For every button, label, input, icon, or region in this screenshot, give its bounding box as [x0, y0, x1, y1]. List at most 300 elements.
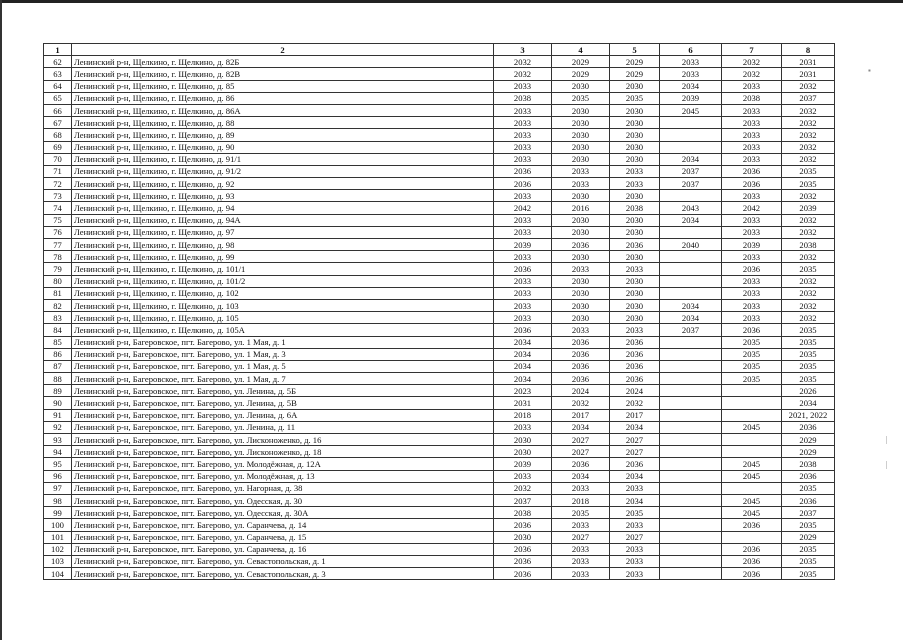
cell-col-8: 2035: [782, 373, 835, 385]
cell-col-7: 2033: [722, 80, 782, 92]
table-row: [44, 117, 835, 129]
cell-col-7: 2036: [722, 555, 782, 567]
cell-col-8: 2035: [782, 482, 835, 494]
cell-row-number: 85: [44, 336, 72, 348]
cell-address: Ленинский р-н, Багеровское, пгт. Багерово, ул. Саранчева, д. 14: [72, 519, 494, 531]
cell-col-6: [660, 470, 722, 482]
cell-row-number: 91: [44, 409, 72, 421]
cell-address: Ленинский р-н, Багеровское, пгт. Багерово, ул. Ленина, д. 6А: [72, 409, 494, 421]
cell-col-3: 2033: [494, 421, 552, 433]
cell-col-3: 2032: [494, 482, 552, 494]
cell-address: Ленинский р-н, Щелкино, г. Щелкино, д. 97: [72, 226, 494, 238]
cell-col-8: 2032: [782, 214, 835, 226]
cell-col-7: 2036: [722, 568, 782, 580]
cell-col-3: 2033: [494, 190, 552, 202]
cell-row-number: 95: [44, 458, 72, 470]
cell-address: Ленинский р-н, Щелкино, г. Щелкино, д. 89: [72, 129, 494, 141]
table-row: [44, 482, 835, 494]
cell-address: Ленинский р-н, Щелкино, г. Щелкино, д. 91/2: [72, 165, 494, 177]
cell-col-5: 2033: [610, 555, 660, 567]
cell-col-8: 2036: [782, 470, 835, 482]
cell-col-4: 2036: [552, 373, 610, 385]
cell-col-3: 2042: [494, 202, 552, 214]
cell-address: Ленинский р-н, Багеровское, пгт. Багерово, ул. Нагорная, д. 38: [72, 482, 494, 494]
table-row: [44, 421, 835, 433]
table-row: [44, 360, 835, 372]
scan-edge-left: [0, 0, 2, 640]
cell-col-6: [660, 555, 722, 567]
cell-col-7: 2036: [722, 165, 782, 177]
cell-col-8: 2035: [782, 348, 835, 360]
cell-address: Ленинский р-н, Щелкино, г. Щелкино, д. 99: [72, 251, 494, 263]
cell-row-number: 93: [44, 434, 72, 446]
cell-col-3: 2039: [494, 239, 552, 251]
cell-address: Ленинский р-н, Щелкино, г. Щелкино, д. 98: [72, 239, 494, 251]
cell-col-3: 2034: [494, 348, 552, 360]
cell-col-4: 2030: [552, 214, 610, 226]
header-cell-4: 4: [552, 44, 610, 56]
cell-col-4: 2030: [552, 129, 610, 141]
cell-col-6: 2033: [660, 56, 722, 68]
cell-col-8: 2032: [782, 129, 835, 141]
cell-row-number: 89: [44, 385, 72, 397]
cell-address: Ленинский р-н, Щелкино, г. Щелкино, д. 82Б: [72, 56, 494, 68]
cell-col-7: 2045: [722, 494, 782, 506]
cell-col-6: [660, 494, 722, 506]
cell-col-3: 2033: [494, 129, 552, 141]
table-row: [44, 239, 835, 251]
cell-col-4: 2036: [552, 348, 610, 360]
cell-row-number: 72: [44, 178, 72, 190]
header-cell-8: 8: [782, 44, 835, 56]
cell-col-5: 2030: [610, 104, 660, 116]
cell-address: Ленинский р-н, Щелкино, г. Щелкино, д. 85: [72, 80, 494, 92]
cell-col-7: 2036: [722, 543, 782, 555]
cell-col-5: 2035: [610, 507, 660, 519]
table-row: [44, 165, 835, 177]
cell-col-4: 2030: [552, 287, 610, 299]
cell-row-number: 99: [44, 507, 72, 519]
cell-col-7: 2036: [722, 178, 782, 190]
cell-address: Ленинский р-н, Багеровское, пгт. Багерово, ул. 1 Мая, д. 5: [72, 360, 494, 372]
cell-row-number: 77: [44, 239, 72, 251]
cell-col-5: 2030: [610, 80, 660, 92]
cell-col-5: 2030: [610, 141, 660, 153]
cell-col-5: 2030: [610, 287, 660, 299]
table-row: [44, 104, 835, 116]
cell-col-4: 2030: [552, 141, 610, 153]
cell-col-4: 2027: [552, 531, 610, 543]
cell-col-3: 2033: [494, 226, 552, 238]
table-row: [44, 275, 835, 287]
table-header-row: [44, 44, 835, 56]
cell-col-4: 2033: [552, 178, 610, 190]
cell-address: Ленинский р-н, Багеровское, пгт. Багерово, ул. Ленина, д. 5В: [72, 397, 494, 409]
cell-col-5: 2030: [610, 226, 660, 238]
cell-col-6: [660, 421, 722, 433]
cell-col-8: 2032: [782, 299, 835, 311]
table-row: [44, 190, 835, 202]
cell-col-6: [660, 226, 722, 238]
table-row: [44, 153, 835, 165]
cell-col-3: 2033: [494, 214, 552, 226]
cell-row-number: 94: [44, 446, 72, 458]
cell-col-7: 2033: [722, 129, 782, 141]
header-cell-6: 6: [660, 44, 722, 56]
cell-row-number: 69: [44, 141, 72, 153]
cell-col-6: 2045: [660, 104, 722, 116]
cell-address: Ленинский р-н, Багеровское, пгт. Багерово, ул. Ленина, д. 11: [72, 421, 494, 433]
cell-col-4: 2033: [552, 482, 610, 494]
cell-row-number: 88: [44, 373, 72, 385]
cell-col-8: 2036: [782, 421, 835, 433]
cell-col-3: 2036: [494, 178, 552, 190]
table-row: [44, 470, 835, 482]
cell-col-8: 2032: [782, 251, 835, 263]
cell-col-6: [660, 263, 722, 275]
cell-col-8: 2032: [782, 117, 835, 129]
cell-col-6: [660, 275, 722, 287]
cell-row-number: 66: [44, 104, 72, 116]
cell-address: Ленинский р-н, Багеровское, пгт. Багерово, ул. Лисконоженко, д. 16: [72, 434, 494, 446]
cell-col-6: 2033: [660, 68, 722, 80]
cell-col-5: 2036: [610, 458, 660, 470]
cell-col-6: [660, 409, 722, 421]
cell-col-3: 2030: [494, 434, 552, 446]
cell-col-7: 2035: [722, 348, 782, 360]
cell-col-8: 2035: [782, 263, 835, 275]
cell-row-number: 102: [44, 543, 72, 555]
cell-col-5: 2024: [610, 385, 660, 397]
cell-col-3: 2039: [494, 458, 552, 470]
cell-col-3: 2033: [494, 275, 552, 287]
cell-col-6: [660, 458, 722, 470]
cell-col-8: 2035: [782, 178, 835, 190]
cell-col-4: 2030: [552, 299, 610, 311]
cell-col-6: [660, 519, 722, 531]
cell-col-4: 2035: [552, 507, 610, 519]
cell-col-3: 2033: [494, 153, 552, 165]
table-row: [44, 373, 835, 385]
cell-col-7: 2042: [722, 202, 782, 214]
cell-address: Ленинский р-н, Щелкино, г. Щелкино, д. 102: [72, 287, 494, 299]
cell-col-7: 2033: [722, 312, 782, 324]
table-row: [44, 568, 835, 580]
cell-col-6: [660, 190, 722, 202]
cell-row-number: 64: [44, 80, 72, 92]
cell-address: Ленинский р-н, Щелкино, г. Щелкино, д. 82В: [72, 68, 494, 80]
cell-col-5: 2038: [610, 202, 660, 214]
cell-col-3: 2023: [494, 385, 552, 397]
cell-col-5: 2029: [610, 56, 660, 68]
cell-col-6: [660, 507, 722, 519]
cell-col-3: 2037: [494, 494, 552, 506]
cell-col-3: 2033: [494, 251, 552, 263]
cell-col-6: [660, 360, 722, 372]
cell-col-8: 2032: [782, 153, 835, 165]
cell-address: Ленинский р-н, Багеровское, пгт. Багерово, ул. 1 Мая, д. 3: [72, 348, 494, 360]
cell-address: Ленинский р-н, Багеровское, пгт. Багерово, ул. 1 Мая, д. 7: [72, 373, 494, 385]
cell-col-5: 2033: [610, 543, 660, 555]
cell-address: Ленинский р-н, Багеровское, пгт. Багерово, ул. Севастопольская, д. 1: [72, 555, 494, 567]
cell-col-5: 2030: [610, 275, 660, 287]
cell-address: Ленинский р-н, Щелкино, г. Щелкино, д. 94А: [72, 214, 494, 226]
cell-col-4: 2030: [552, 80, 610, 92]
table-row: [44, 397, 835, 409]
cell-col-7: 2033: [722, 153, 782, 165]
cell-col-7: 2036: [722, 324, 782, 336]
cell-col-6: 2037: [660, 324, 722, 336]
cell-col-4: 2036: [552, 458, 610, 470]
table-row: [44, 385, 835, 397]
cell-col-5: 2036: [610, 373, 660, 385]
cell-col-8: 2029: [782, 531, 835, 543]
cell-col-4: 2036: [552, 336, 610, 348]
cell-col-6: [660, 117, 722, 129]
cell-col-4: 2030: [552, 153, 610, 165]
cell-row-number: 92: [44, 421, 72, 433]
cell-col-8: 2031: [782, 68, 835, 80]
cell-address: Ленинский р-н, Багеровское, пгт. Багерово, ул. Одесская, д. 30А: [72, 507, 494, 519]
cell-col-3: 2036: [494, 263, 552, 275]
cell-row-number: 71: [44, 165, 72, 177]
cell-col-3: 2034: [494, 373, 552, 385]
cell-col-3: 2031: [494, 397, 552, 409]
cell-col-5: 2033: [610, 178, 660, 190]
cell-col-6: [660, 287, 722, 299]
scan-speck: |: [886, 435, 888, 444]
table-row: [44, 299, 835, 311]
cell-col-5: 2033: [610, 263, 660, 275]
cell-col-7: 2035: [722, 373, 782, 385]
table-row: [44, 543, 835, 555]
cell-col-7: 2045: [722, 470, 782, 482]
cell-col-3: 2033: [494, 287, 552, 299]
cell-col-5: 2033: [610, 519, 660, 531]
cell-col-4: 2030: [552, 104, 610, 116]
cell-col-5: 2030: [610, 129, 660, 141]
cell-col-4: 2027: [552, 434, 610, 446]
cell-col-7: 2033: [722, 214, 782, 226]
cell-row-number: 100: [44, 519, 72, 531]
cell-col-5: 2033: [610, 324, 660, 336]
cell-col-7: 2033: [722, 117, 782, 129]
cell-row-number: 63: [44, 68, 72, 80]
cell-col-5: 2034: [610, 421, 660, 433]
cell-col-4: 2035: [552, 92, 610, 104]
cell-col-8: 2026: [782, 385, 835, 397]
cell-address: Ленинский р-н, Щелкино, г. Щелкино, д. 86: [72, 92, 494, 104]
cell-col-7: 2033: [722, 251, 782, 263]
cell-col-8: 2032: [782, 226, 835, 238]
cell-col-3: 2036: [494, 165, 552, 177]
cell-col-5: 2017: [610, 409, 660, 421]
cell-row-number: 82: [44, 299, 72, 311]
cell-row-number: 98: [44, 494, 72, 506]
cell-col-6: 2043: [660, 202, 722, 214]
cell-col-8: 2035: [782, 519, 835, 531]
cell-col-3: 2033: [494, 117, 552, 129]
cell-col-8: 2035: [782, 360, 835, 372]
cell-address: Ленинский р-н, Щелкино, г. Щелкино, д. 86А: [72, 104, 494, 116]
cell-col-6: 2034: [660, 299, 722, 311]
table-row: [44, 507, 835, 519]
cell-col-7: 2032: [722, 56, 782, 68]
cell-col-6: [660, 385, 722, 397]
cell-col-8: 2031: [782, 56, 835, 68]
cell-address: Ленинский р-н, Багеровское, пгт. Багерово, ул. Молодёжная, д. 12А: [72, 458, 494, 470]
cell-col-8: 2034: [782, 397, 835, 409]
cell-col-4: 2034: [552, 421, 610, 433]
cell-col-3: 2036: [494, 519, 552, 531]
cell-col-3: 2036: [494, 543, 552, 555]
table-row: [44, 434, 835, 446]
cell-col-3: 2033: [494, 470, 552, 482]
cell-row-number: 65: [44, 92, 72, 104]
cell-col-8: 2037: [782, 507, 835, 519]
cell-col-7: 2036: [722, 519, 782, 531]
cell-col-7: 2045: [722, 458, 782, 470]
cell-col-7: 2035: [722, 360, 782, 372]
cell-col-6: 2039: [660, 92, 722, 104]
cell-col-8: 2037: [782, 92, 835, 104]
table-row: [44, 519, 835, 531]
cell-col-8: 2029: [782, 446, 835, 458]
cell-col-3: 2034: [494, 336, 552, 348]
table-row: [44, 336, 835, 348]
header-cell-1: 1: [44, 44, 72, 56]
cell-row-number: 90: [44, 397, 72, 409]
cell-col-6: 2034: [660, 80, 722, 92]
cell-col-6: [660, 482, 722, 494]
cell-address: Ленинский р-н, Щелкино, г. Щелкино, д. 101/1: [72, 263, 494, 275]
cell-address: Ленинский р-н, Щелкино, г. Щелкино, д. 94: [72, 202, 494, 214]
cell-col-8: 2038: [782, 458, 835, 470]
cell-col-4: 2030: [552, 226, 610, 238]
cell-col-7: 2033: [722, 287, 782, 299]
cell-col-4: 2029: [552, 56, 610, 68]
cell-col-3: 2033: [494, 141, 552, 153]
cell-col-4: 2033: [552, 324, 610, 336]
cell-col-5: 2034: [610, 494, 660, 506]
table-body: [44, 56, 835, 580]
header-cell-5: 5: [610, 44, 660, 56]
cell-col-3: 2018: [494, 409, 552, 421]
cell-row-number: 67: [44, 117, 72, 129]
cell-col-6: [660, 373, 722, 385]
cell-col-3: 2033: [494, 80, 552, 92]
cell-row-number: 74: [44, 202, 72, 214]
cell-row-number: 62: [44, 56, 72, 68]
cell-col-5: 2036: [610, 360, 660, 372]
cell-row-number: 86: [44, 348, 72, 360]
cell-col-7: 2033: [722, 275, 782, 287]
cell-col-8: 2021, 2022: [782, 409, 835, 421]
cell-col-8: 2029: [782, 434, 835, 446]
cell-col-7: 2033: [722, 226, 782, 238]
cell-col-8: 2032: [782, 141, 835, 153]
cell-col-5: 2029: [610, 68, 660, 80]
cell-col-3: 2036: [494, 324, 552, 336]
cell-col-5: 2033: [610, 482, 660, 494]
table-row: [44, 312, 835, 324]
cell-col-7: 2045: [722, 421, 782, 433]
cell-col-7: 2032: [722, 68, 782, 80]
cell-col-5: 2030: [610, 312, 660, 324]
cell-col-8: 2035: [782, 324, 835, 336]
cell-col-7: [722, 482, 782, 494]
cell-col-8: 2039: [782, 202, 835, 214]
cell-col-6: [660, 446, 722, 458]
cell-col-4: 2034: [552, 470, 610, 482]
table-row: [44, 92, 835, 104]
table-row: [44, 129, 835, 141]
cell-address: Ленинский р-н, Щелкино, г. Щелкино, д. 93: [72, 190, 494, 202]
cell-row-number: 104: [44, 568, 72, 580]
cell-col-8: 2036: [782, 494, 835, 506]
table-row: [44, 263, 835, 275]
cell-col-3: 2036: [494, 555, 552, 567]
cell-address: Ленинский р-н, Багеровское, пгт. Багерово, ул. Саранчева, д. 16: [72, 543, 494, 555]
cell-address: Ленинский р-н, Щелкино, г. Щелкино, д. 105А: [72, 324, 494, 336]
cell-col-5: 2027: [610, 446, 660, 458]
table-row: [44, 409, 835, 421]
cell-row-number: 84: [44, 324, 72, 336]
cell-row-number: 83: [44, 312, 72, 324]
cell-col-7: [722, 531, 782, 543]
cell-address: Ленинский р-н, Щелкино, г. Щелкино, д. 101/2: [72, 275, 494, 287]
cell-col-6: [660, 568, 722, 580]
cell-col-4: 2036: [552, 239, 610, 251]
cell-col-3: 2030: [494, 531, 552, 543]
cell-col-7: 2035: [722, 336, 782, 348]
cell-address: Ленинский р-н, Багеровское, пгт. Багерово, ул. Саранчева, д. 15: [72, 531, 494, 543]
cell-address: Ленинский р-н, Щелкино, г. Щелкино, д. 92: [72, 178, 494, 190]
cell-row-number: 96: [44, 470, 72, 482]
cell-col-4: 2024: [552, 385, 610, 397]
cell-col-6: 2037: [660, 165, 722, 177]
header-cell-3: 3: [494, 44, 552, 56]
cell-address: Ленинский р-н, Багеровское, пгт. Багерово, ул. Ленина, д. 5Б: [72, 385, 494, 397]
cell-col-4: 2030: [552, 251, 610, 263]
cell-row-number: 81: [44, 287, 72, 299]
cell-col-6: 2037: [660, 178, 722, 190]
cell-address: Ленинский р-н, Багеровское, пгт. Багерово, ул. Лисконоженко, д. 18: [72, 446, 494, 458]
cell-col-7: [722, 409, 782, 421]
cell-col-4: 2032: [552, 397, 610, 409]
cell-col-5: 2036: [610, 336, 660, 348]
cell-col-8: 2035: [782, 165, 835, 177]
cell-col-4: 2036: [552, 360, 610, 372]
table-row: [44, 202, 835, 214]
table-row: [44, 178, 835, 190]
cell-row-number: 103: [44, 555, 72, 567]
cell-col-4: 2030: [552, 275, 610, 287]
cell-row-number: 68: [44, 129, 72, 141]
cell-col-4: 2033: [552, 519, 610, 531]
table-row: [44, 348, 835, 360]
cell-col-6: 2034: [660, 312, 722, 324]
header-cell-2: 2: [72, 44, 494, 56]
cell-col-5: 2030: [610, 153, 660, 165]
cell-address: Ленинский р-н, Щелкино, г. Щелкино, д. 91/1: [72, 153, 494, 165]
table-row: [44, 531, 835, 543]
table-row: [44, 555, 835, 567]
cell-row-number: 76: [44, 226, 72, 238]
cell-col-7: [722, 446, 782, 458]
cell-col-3: 2034: [494, 360, 552, 372]
cell-row-number: 73: [44, 190, 72, 202]
